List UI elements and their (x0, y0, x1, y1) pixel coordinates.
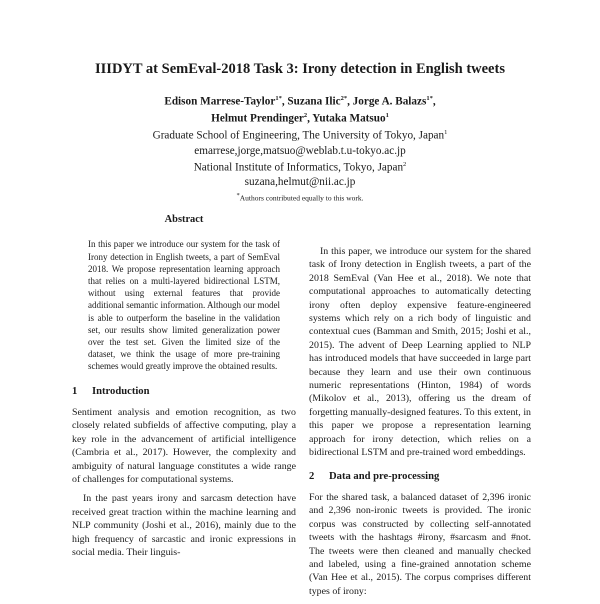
affiliation-text: Graduate School of Engineering, The University of Tokyo, Japan (152, 130, 445, 143)
author-block (60, 92, 540, 203)
affiliation-superscript: 2 (403, 161, 407, 169)
section-1-heading (72, 385, 296, 398)
author-separator: , (432, 95, 436, 108)
affiliation-1 (60, 126, 540, 143)
equal-contribution-note (60, 190, 540, 204)
intro-paragraph-1: Sentiment analysis and emotion recognition, as two closely related subfields of affective computing, play a key role in the advancement of artificial intelligence (Cambria et al., 2017). However, the complexity and ambiguity of natural language constitutes a wide range of challenges for computational systems. (72, 407, 296, 486)
abstract-text: In this paper we introduce our system for the task of Irony detection in English tweets, a part of SemEval 2018. We propose representation learning approach that relies on a multi-layered bidirectional LSTM, without using external features that provide additional semantic information. Although our model is able to outperform the baseline in the validation set, our results show limited generalization power over the test set. Given the limited size of the dataset, we think the usage of more pre-training schemes would greatly improve the obtained results. (88, 239, 280, 372)
data-paragraph-1: For the shared task, a balanced dataset of 2,396 ironic and 2,396 non-ironic tweets is provided. The ironic corpus was constructed by collecting self-annotated tweets with the hashtags #irony, #sarcasm and #not. The tweets were then cleaned and manually checked and labeled, using a fine-grained annotation scheme (Van Hee et al., 2015). The corpus comprises different types of irony: (309, 491, 531, 597)
section-2-heading (309, 470, 531, 483)
left-column (72, 213, 296, 566)
affiliation-text: National Institute of Informatics, Tokyo, Japan (193, 161, 404, 174)
author-superscript: 1 (385, 112, 389, 120)
note-text: Authors contributed equally to this work. (239, 193, 364, 203)
email-2: suzana,helmut@nii.ac.jp (244, 176, 356, 189)
right-column (309, 245, 531, 604)
section-number: 1 (72, 385, 78, 397)
section-title: Data and pre-processing (329, 470, 440, 482)
author-superscript: 1* (275, 95, 282, 102)
intro-paragraph-2: In the past years irony and sarcasm detection have received great traction within the machine learning and NLP community (Joshi et al., 2016), mainly due to the high frequency of sarcastic and ironic expressions in social media. Their linguis- (72, 493, 296, 559)
author-superscript: 2* (340, 95, 348, 102)
author-name: , Jorge A. Balazs (347, 95, 427, 108)
section-number: 2 (309, 470, 315, 482)
note-superscript: * (236, 191, 240, 199)
author-superscript: 1* (426, 95, 433, 102)
abstract-title: Abstract (164, 214, 204, 225)
paper-title: IIIDYT at SemEval-2018 Task 3: Irony detection in English tweets (95, 61, 505, 77)
author-name: , Suzana Ilic (281, 95, 341, 108)
author-superscript: 2 (303, 112, 308, 120)
author-name: Edison Marrese-Taylor (164, 95, 276, 108)
author-names-line-1 (60, 92, 540, 109)
section-title: Introduction (92, 385, 150, 397)
author-names-line-2 (60, 109, 540, 126)
affiliation-superscript: 1 (444, 129, 448, 137)
intro-paragraph-3: In this paper, we introduce our system for the shared task of Irony detection in English tweets, a part of the 2018 SemEval (Van Hee et al., 2018). We note that computational approaches to automatically detecting irony often deploy expensive feature-engineered systems which rely on a rich body of linguistic and contextual cues (Bamman and Smith, 2015; Joshi et al., 2015). The advent of Deep Learning applied to NLP has introduced models that have succeeded in large part because they learn and use their own continuous numeric representations (Hinton, 1984) of words (Mikolov et al., 2013), offering us the dream of forgetting manually-designed features. To this extent, in this paper we propose a representation learning approach for irony detection, which relies on a bidirectional LSTM and pre-trained word embeddings. (309, 246, 531, 459)
affiliation-2 (60, 158, 540, 175)
author-name: , Yutaka Matsuo (307, 112, 386, 125)
email-1: emarrese,jorge,matsuo@weblab.t.u-tokyo.ac.jp (194, 144, 406, 157)
author-name: Helmut Prendinger (211, 112, 304, 125)
